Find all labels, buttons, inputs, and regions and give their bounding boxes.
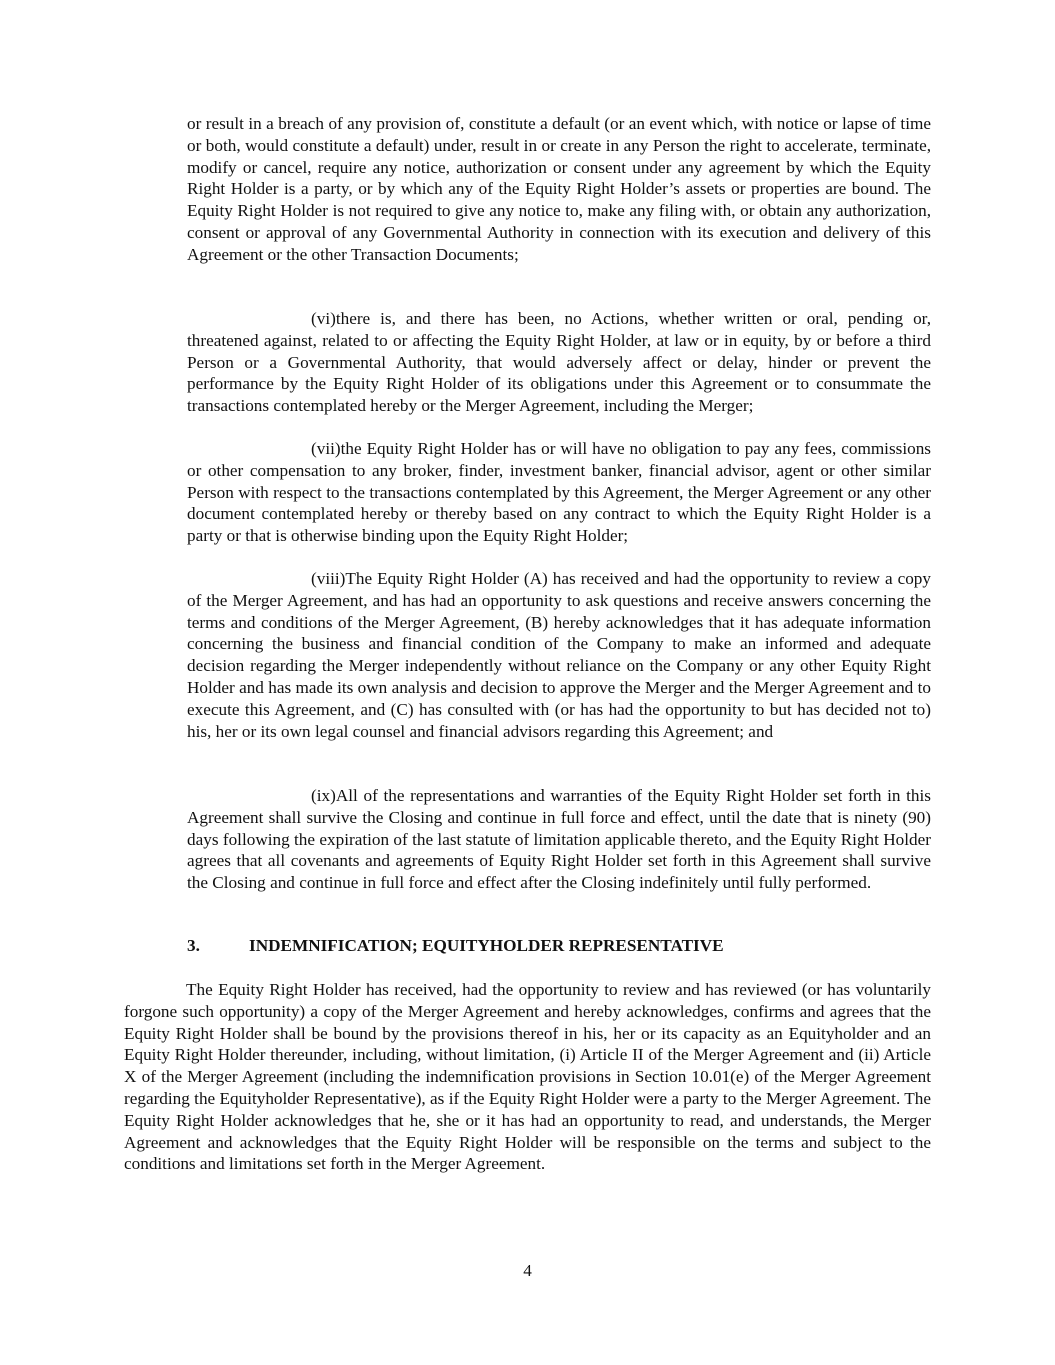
continuation-paragraph: [187, 113, 931, 266]
clause-number: (viii): [311, 569, 346, 588]
clause-number: (vii): [311, 439, 341, 458]
clause-number: (ix): [311, 786, 336, 805]
section-title: INDEMNIFICATION; EQUITYHOLDER REPRESENTATIVE: [249, 936, 724, 955]
section-body: The Equity Right Holder has received, had the opportunity to review and has reviewed (or has voluntarily forgone such opportunity) a copy of the Merger Agreement and hereby acknowledges, confirms and agrees that the Equity Right Holder shall be bound by the provisions thereof in his, her or its capacity as an Equityholder and an Equity Right Holder thereunder, including, without limitation, (i) Article II of the Merger Agreement and (ii) Article X of the Merger Agreement (including the indemnification provisions in Section 10.01(e) of the Merger Agreement regarding the Equityholder Representative), as if the Equity Right Holder were a party to the Merger Agreement. The Equity Right Holder acknowledges that he, she or it has had an opportunity to read, and understands, the Merger Agreement and acknowledges that the Equity Right Holder will be responsible on the terms and subject to the conditions and limitations set forth in the Merger Agreement.: [124, 980, 931, 1174]
section-heading: [187, 935, 724, 957]
clause-text: the Equity Right Holder has or will have no obligation to pay any fees, commissions or other compensation to any broker, finder, investment banker, financial advisor, agent or other similar Person with respect to the transactions contemplated by this Agreement, the Merger Agreement or any other document contemplated hereby or thereby based on any contract to which the Equity Right Holder is a party or that is otherwise binding upon the Equity Right Holder;: [187, 439, 931, 546]
page-number: 4: [523, 1261, 532, 1280]
clause-text: The Equity Right Holder (A) has received and had the opportunity to review a copy of the Merger Agreement, and has had an opportunity to ask questions and receive answers concerning the terms and conditions of the Merger Agreement, (B) hereby acknowledges that it has adequate information concerning the business and financial condition of the Company to make an informed and adequate decision regarding the Merger independently without reliance on the Company or any other Equity Right Holder and has made its own analysis and decision to approve the Merger and the Merger Agreement and to execute this Agreement, and (C) has consulted with (or has had the opportunity to but has decided not to) his, her or its own legal counsel and financial advisors regarding this Agreement; and: [187, 569, 931, 741]
clause-text: there is, and there has been, no Actions, whether written or oral, pending or, threatened against, related to or affecting the Equity Right Holder, at law or in equity, by or before a third Person or a Governmental Authority, that would adversely affect or delay, hinder or prevent the performance by the Equity Right Holder of its obligations under this Agreement or to consummate the transactions contemplated hereby or the Merger Agreement, including the Merger;: [187, 309, 931, 416]
clause-ix: [187, 785, 931, 894]
clause-number: (vi): [311, 309, 336, 328]
clause-text: All of the representations and warranties of the Equity Right Holder set forth in this Agreement shall survive the Closing and continue in full force and effect, until the date that is ninety (90) days following the expiration of the last statute of limitation applicable thereto, and the Equity Right Holder agrees that all covenants and agreements of Equity Right Holder set forth in this Agreement shall survive the Closing and continue in full force and effect after the Closing indefinitely until fully performed.: [187, 786, 931, 893]
clause-vi: [187, 308, 931, 417]
section-number: 3.: [187, 936, 200, 955]
continuation-text: or result in a breach of any provision of, constitute a default (or an event which, with notice or lapse of time or both, would constitute a default) under, result in or create in any Person the right to accelerate, terminate, modify or cancel, require any notice, authorization or consent under any agreement by which the Equity Right Holder is a party, or by which any of the Equity Right Holder’s assets or properties are bound. The Equity Right Holder is not required to give any notice to, make any filing with, or obtain any authorization, consent or approval of any Governmental Authority in connection with its execution and delivery of this Agreement or the other Transaction Documents;: [187, 114, 931, 264]
clause-viii: [187, 568, 931, 742]
clause-vii: [187, 438, 931, 547]
